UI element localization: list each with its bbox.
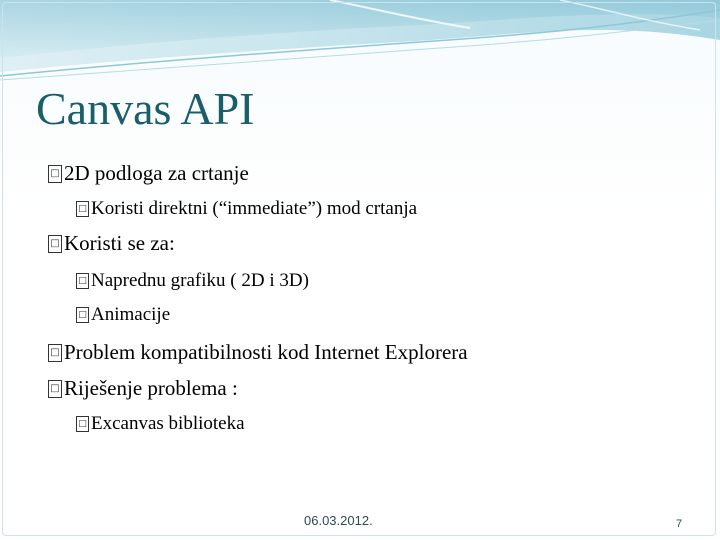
bullet-text: Riješenje problema : [64, 376, 238, 400]
bullet-text: 2D podloga za crtanje [64, 161, 249, 185]
bullet-box-icon: □ [48, 235, 62, 253]
bullet-text: Koristi direktni (“immediate”) mod crtanja [91, 198, 418, 219]
bullet-item [48, 231, 175, 256]
bullet-box-icon: □ [76, 416, 89, 432]
page-number: 7 [676, 518, 683, 530]
sub-bullet-item [76, 304, 170, 326]
bullet-box-icon: □ [48, 165, 62, 183]
sub-bullet-item [76, 198, 417, 220]
bullet-box-icon: □ [76, 201, 89, 217]
bullet-item [48, 161, 249, 186]
bullet-item [48, 376, 238, 401]
bullet-box-icon: □ [76, 307, 89, 323]
bullet-text: Koristi se za: [64, 231, 175, 255]
sub-bullet-item [76, 413, 245, 435]
slide-title: Canvas API [36, 83, 255, 134]
bullet-box-icon: □ [48, 380, 62, 398]
footer-date: 06.03.2012. [304, 513, 373, 528]
bullet-text: Animacije [91, 304, 171, 325]
bullet-text: Excanvas biblioteka [91, 413, 245, 434]
bullet-box-icon: □ [76, 273, 89, 289]
bullet-box-icon: □ [48, 344, 62, 362]
bullet-text: Naprednu grafiku ( 2D i 3D) [91, 270, 309, 291]
bullet-text: Problem kompatibilnosti kod Internet Explorera [64, 340, 468, 364]
bullet-item [48, 340, 468, 365]
sub-bullet-item [76, 270, 309, 292]
